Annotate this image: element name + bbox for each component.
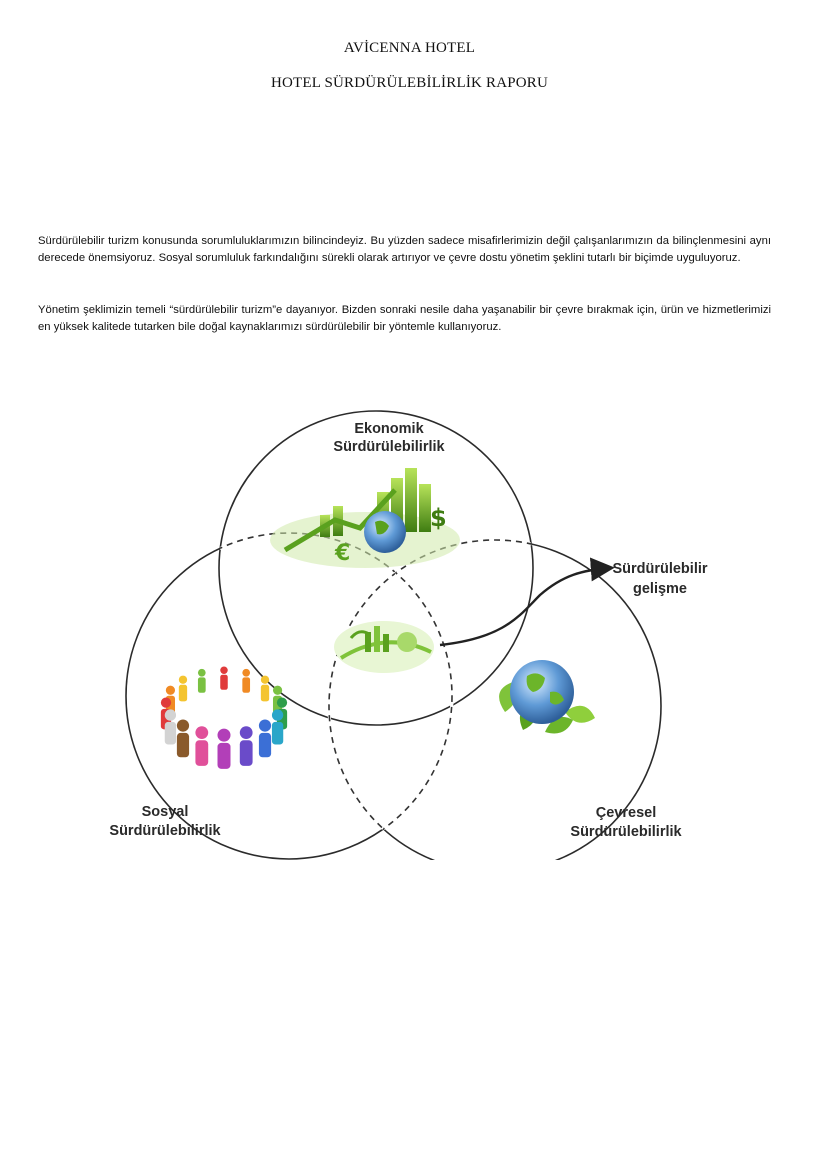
person-head (240, 726, 253, 739)
people-circle-icon (161, 667, 287, 769)
person-body (177, 733, 189, 757)
social-label-line1: Sosyal (141, 804, 189, 820)
person-head (242, 669, 250, 677)
person-body (165, 722, 176, 745)
social-label-line2: Sürdürülebilirlik (109, 823, 221, 839)
development-arrow (440, 568, 610, 645)
person-body (195, 740, 208, 766)
sustainable-city-icon (334, 621, 434, 673)
person-body (220, 675, 228, 690)
development-label-line1: Sürdürülebilir (612, 561, 708, 577)
person-head (272, 709, 283, 720)
person-head (277, 698, 287, 708)
person-head (273, 686, 282, 695)
person-body (272, 722, 283, 745)
economy-growth-icon (270, 468, 460, 568)
person-head (198, 669, 206, 677)
person-body (198, 677, 206, 692)
person-body (240, 740, 253, 766)
person-head (220, 667, 228, 675)
person-body (218, 743, 231, 769)
intro-paragraph: Sürdürülebilir turizm konusunda sorumluluklarımızın bilincindeyiz. Bu yüzden sadece misafirlerimizin değil çalışanlarımızın da bilinçlenmesini aynı derecede önemsiyoruz. Sosyal sorumluluk farkındalığını sürekli olarak artırıyor ve çevre dostu yönetim şeklini tutarlı bir biçimde uyguluyoruz. (38, 235, 771, 264)
management-paragraph: Yönetim şeklimizin temeli “sürdürülebilir turizm”e dayanıyor. Bizden sonraki nesile daha yaşanabilir bir çevre bırakmak için, ürün ve hizmetlerimizi en yüksek kalitede tutarken bile doğal kaynaklarımızı sürdürülebilir bir yöntemle kullanıyoruz. (38, 304, 771, 333)
person-head (195, 726, 208, 739)
environmental-label-line2: Sürdürülebilirlik (570, 824, 682, 840)
hotel-name: AVİCENNA HOTEL (343, 40, 476, 56)
person-head (165, 709, 176, 720)
svg-text:€: € (335, 541, 351, 566)
development-label-line2: gelişme (633, 581, 687, 597)
person-head (261, 676, 269, 684)
svg-text:$: $ (430, 504, 447, 532)
person-head (179, 676, 187, 684)
person-body (179, 685, 187, 702)
economic-label-line2: Sürdürülebilirlik (333, 439, 445, 455)
person-head (177, 720, 189, 732)
person-head (166, 686, 175, 695)
person-head (218, 729, 231, 742)
report-title: HOTEL SÜRDÜRÜLEBİLİRLİK RAPORU (270, 75, 549, 91)
person-head (161, 698, 171, 708)
person-body (242, 677, 250, 692)
sustainability-venn-diagram (95, 400, 735, 860)
person-body (259, 733, 271, 757)
person-head (259, 720, 271, 732)
environmental-label-line1: Çevresel (595, 805, 657, 821)
globe-leaves-icon (499, 660, 595, 734)
person-body (261, 685, 269, 702)
economic-label-line1: Ekonomik (354, 421, 424, 437)
